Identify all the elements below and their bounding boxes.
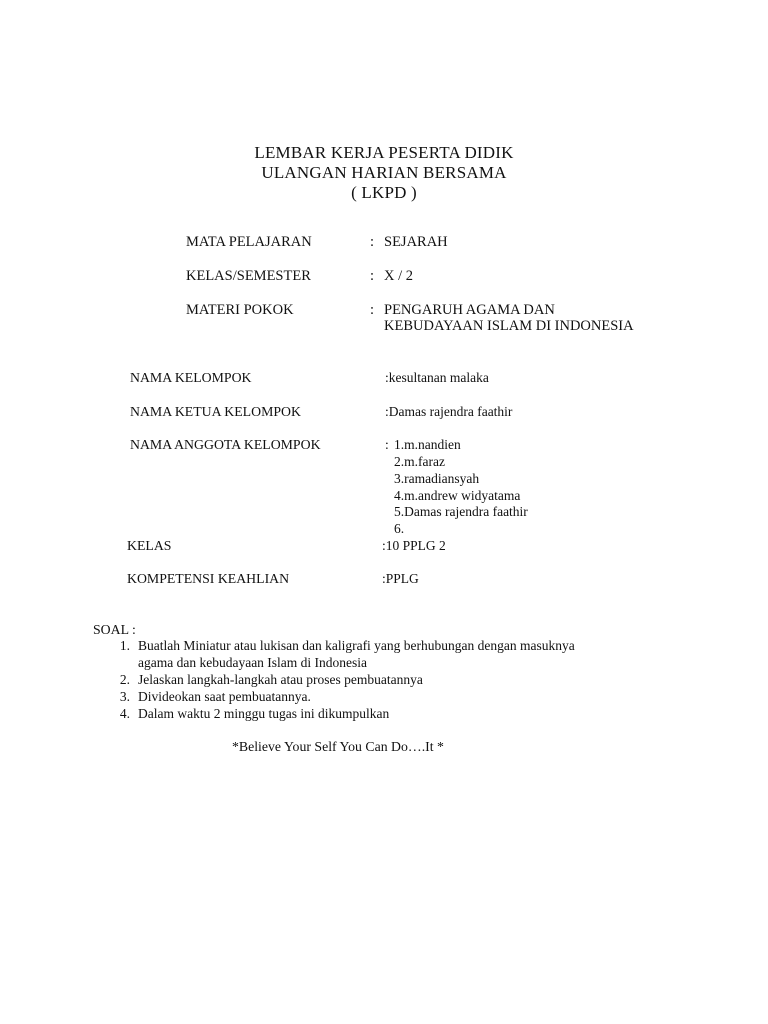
soal-item [110,671,423,688]
doc-title-line2: ULANGAN HARIAN BERSAMA [261,163,507,182]
materi-separator: : [370,302,375,318]
soal-item-text: Buatlah Miniatur atau lukisan dan kaligrafi yang berhubungan dengan masuknya [138,638,575,653]
soal-item [110,705,389,722]
kelas-semester-label: KELAS/SEMESTER [186,268,311,284]
anggota-item: 5.Damas rajendra faathir [394,504,528,519]
materi-label: MATERI POKOK [186,302,294,318]
anggota-label: NAMA ANGGOTA KELOMPOK [130,437,321,452]
kompetensi-value: :PPLG [382,571,419,586]
ketua-value: :Damas rajendra faathir [385,404,513,419]
mapel-value: SEJARAH [384,234,448,250]
anggota-separator: : [385,437,389,452]
soal-item-text: Divideokan saat pembuatannya. [138,689,311,704]
anggota-item: 2.m.faraz [394,454,445,469]
ketua-label: NAMA KETUA KELOMPOK [130,404,301,419]
anggota-item: 4.m.andrew widyatama [394,488,521,503]
soal-item-number: 2. [119,672,130,687]
anggota-item: 1.m.nandien [394,437,461,452]
mapel-label: MATA PELAJARAN [186,234,312,250]
doc-title-line1: LEMBAR KERJA PESERTA DIDIK [254,143,514,162]
kompetensi-label: KOMPETENSI KEAHLIAN [127,571,290,586]
soal-item-number: 3. [119,689,130,704]
nama-kelompok-label: NAMA KELOMPOK [130,370,252,385]
anggota-item: 6. [394,521,405,536]
soal-heading: SOAL : [93,622,136,637]
soal-item-number: 1. [119,638,130,653]
anggota-item: 3.ramadiansyah [394,471,480,486]
materi-value-line2: KEBUDAYAAN ISLAM DI INDONESIA [384,318,634,334]
kelas-semester-separator: : [370,268,375,284]
kelas-value: :10 PPLG 2 [382,538,446,553]
soal-item-text-cont: agama dan kebudayaan Islam di Indonesia [138,655,368,670]
soal-item-number: 4. [119,706,130,721]
soal-item-text: Jelaskan langkah-langkah atau proses pembuatannya [138,672,423,687]
doc-title-line3: ( LKPD ) [351,183,417,202]
kelas-label: KELAS [127,538,172,553]
kelas-semester-value: X / 2 [384,268,413,284]
soal-item [110,688,311,705]
motto: *Believe Your Self You Can Do….It * [232,739,444,754]
materi-value-line1: PENGARUH AGAMA DAN [384,302,555,318]
soal-item-text: Dalam waktu 2 minggu tugas ini dikumpulkan [138,706,390,721]
mapel-separator: : [370,234,375,250]
nama-kelompok-value: :kesultanan malaka [385,370,489,385]
soal-item [110,637,575,654]
